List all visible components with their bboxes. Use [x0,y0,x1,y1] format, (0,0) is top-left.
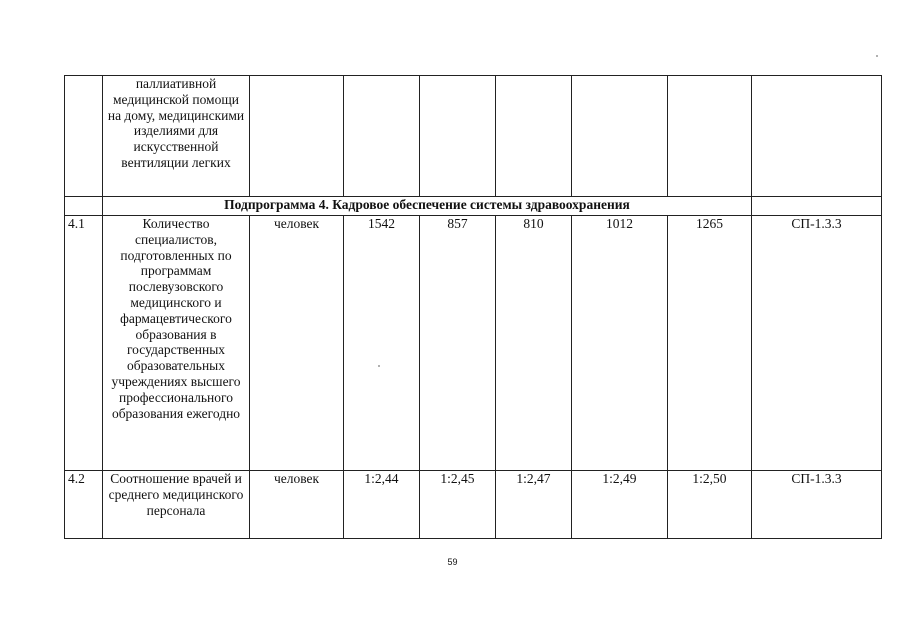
section-title: Подпрограмма 4. Кадровое обеспечение системы здравоохранения [103,197,752,216]
value-cell [668,76,752,197]
indicator-name: Количество специалистов, подготовленных по программам послевузовского медицинского и фармацевтического образования в государственных образовательных учреждениях высшего профессионального образования ежегодно [103,216,250,471]
value-cell: 1265 [668,216,752,471]
indicator-name: паллиативной медицинской помощи на дому, медицинскими изделиями для искусственной вентиляции легких [103,76,250,197]
row-number [65,76,103,197]
scan-speck [378,365,380,367]
page-number: 59 [447,557,458,567]
value-cell [344,76,420,197]
unit-cell: человек [250,471,344,539]
value-cell: 1:2,45 [420,471,496,539]
table-row [65,471,882,539]
value-cell [496,76,572,197]
section-empty-cell [752,197,882,216]
indicator-name: Соотношение врачей и среднего медицинского персонала [103,471,250,539]
value-cell: 1542 [344,216,420,471]
reference-cell: СП-1.3.3 [752,216,882,471]
value-cell: 857 [420,216,496,471]
value-cell [420,76,496,197]
row-number: 4.1 [65,216,103,471]
value-cell [572,76,668,197]
unit-cell: человек [250,216,344,471]
value-cell: 1012 [572,216,668,471]
value-cell: 1:2,49 [572,471,668,539]
indicators-table [64,75,882,539]
row-number: 4.2 [65,471,103,539]
table-row-continuation [65,76,882,197]
unit-cell [250,76,344,197]
section-empty-cell [65,197,103,216]
table-row [65,216,882,471]
value-cell: 1:2,47 [496,471,572,539]
value-cell: 1:2,50 [668,471,752,539]
section-header-row [65,197,882,216]
value-cell: 810 [496,216,572,471]
value-cell: 1:2,44 [344,471,420,539]
reference-cell [752,76,882,197]
reference-cell: СП-1.3.3 [752,471,882,539]
scan-speck [876,55,878,57]
